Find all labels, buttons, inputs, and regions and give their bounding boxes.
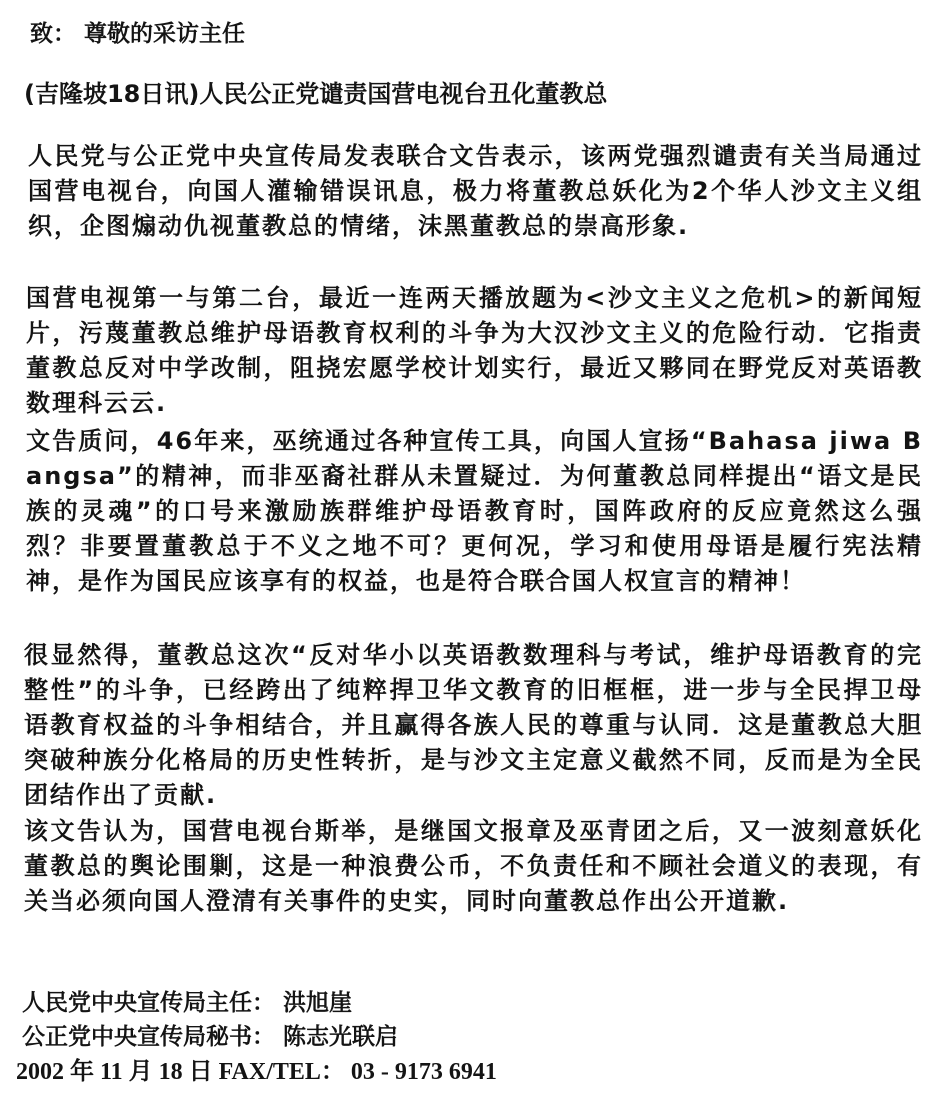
paragraph-3: 文告质问，46年来，巫统通过各种宣传工具，向国人宣扬“Bahasa jiwa Bangsa”的精神，而非巫裔社群从未置疑过．为何董教总同样提出“语文是民族的灵魂”的口号来激励族群维护母语教育时，国阵政府的反应竟然这么强烈？非要置董教总于不义之地不可？更何况，学习和使用母语是履行宪法精神，是作为国民应该享有的权益，也是符合联合国人权宣言的精神！ xyxy=(26,427,923,595)
paragraph-5: 该文告认为，国营电视台斯举，是继国文报章及巫青团之后，又一波刻意妖化董教总的舆论围剿，这是一种浪费公币，不负责任和不顾社会道义的表现，有关当必须向国人澄清有关事件的史实，同时向董教总作出公开道歉. xyxy=(24,817,923,915)
signature-line-2: 公正党中央宣传局秘书： 陈志光联启 xyxy=(22,1024,399,1050)
paragraph-2: 国营电视第一与第二台，最近一连两天播放题为<沙文主义之危机>的新闻短片，污蔑董教总维护母语教育权利的斗争为大汉沙文主义的危险行动．它指责董教总反对中学改制，阻挠宏愿学校计划实行，最近又夥同在野党反对英语教数理科云云. xyxy=(26,284,923,417)
signature-line-1: 人民党中央宣传局主任： 洪旭崖 xyxy=(22,990,353,1016)
salutation: 致： 尊敬的采访主任 xyxy=(30,21,246,47)
signature-date-contact: 2002 年 11 月 18 日 FAX/TEL： 03 - 9173 6941 xyxy=(16,1059,497,1085)
paragraph-1: 人民党与公正党中央宣传局发表联合文告表示，该两党强烈谴责有关当局通过国营电视台，向国人灌输错误讯息，极力将董教总妖化为2个华人沙文主义组织，企图煽动仇视董教总的情绪，沫黑董教总的崇高形象. xyxy=(28,142,923,240)
paragraph-4: 很显然得，董教总这次“反对华小以英语教数理科与考试，维护母语教育的完整性”的斗争，已经跨出了纯粹捍卫华文教育的旧框框，进一步与全民捍卫母语教育权益的斗争相结合，并且赢得各族人民的尊重与认同．这是董教总大胆突破种族分化格局的历史性转折，是与沙文主定意义截然不同，反而是为全民团结作出了贡献. xyxy=(24,641,923,809)
headline: (吉隆坡18日讯)人民公正党谴责国营电视台丑化董教总 xyxy=(24,80,608,108)
